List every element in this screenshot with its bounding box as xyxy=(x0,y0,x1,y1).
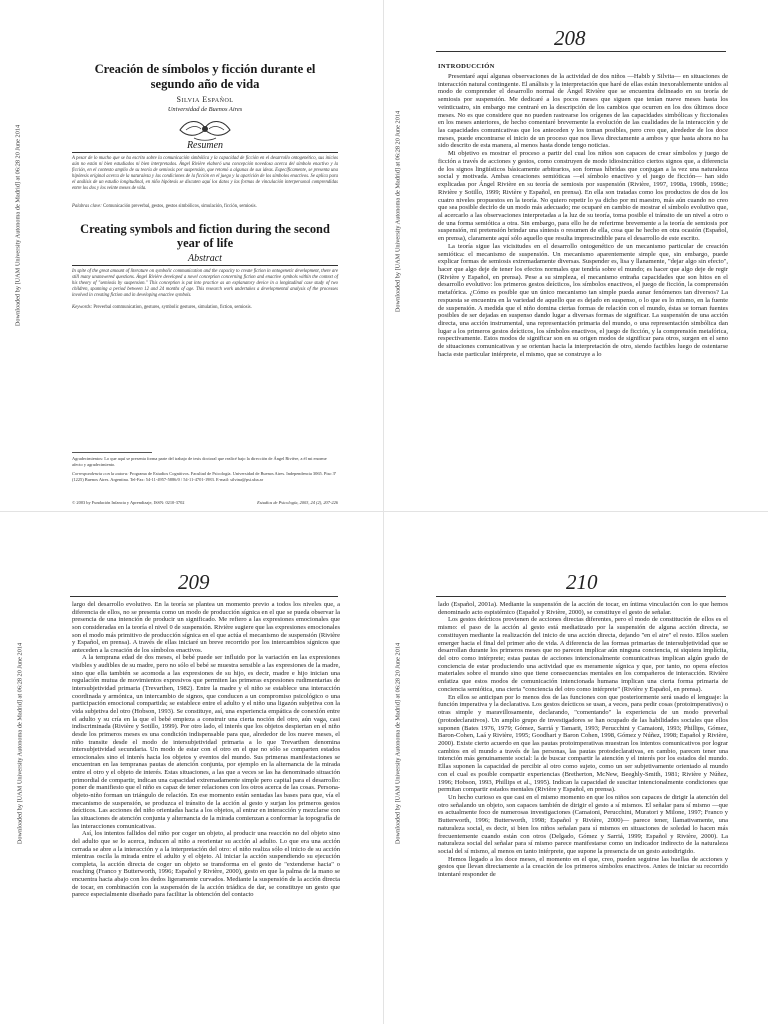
paragraph: lado (Español, 2001a). Mediante la suspensión de la acción de tocar, en íntima vinculación con lo que hemos denominado acto espistémico (Español y Rivière, 2000), se constituye el gesto de señalar. xyxy=(438,601,728,616)
download-sidebar-note: Downloaded by [UAM University Autonoma de Madrid] at 06:28 20 June 2014 xyxy=(394,642,402,845)
page-number-208: 208 xyxy=(554,26,586,50)
article-title-spanish: Creación de símbolos y ficción durante el segundo año de vida xyxy=(94,62,316,91)
header-rule xyxy=(436,51,726,52)
ornament-icon xyxy=(174,116,236,142)
page-208 xyxy=(0,0,384,512)
keywords xyxy=(72,305,338,311)
page-number-210: 210 xyxy=(566,570,598,594)
page-208-introduction xyxy=(384,0,768,512)
author-name: Silvia Español xyxy=(176,95,234,104)
introduction-body xyxy=(438,73,728,359)
paragraph: Presentaré aquí algunas observaciones de la actividad de dos niños —Habib y Silvita— en situaciones de interacción natural contingente. El análisis y la interpretación que haré de ellas están inexorablemente unidos al modo de comprender el desarrollo normal de Ángel Rivière que se encuentra delineado en su teoría de semiosis por suspensión. Me dedicaré a los pocos meses que siguen que tenían nueve meses hasta los veinticuatro, sin embargo me centraré en la descripción de los cambios que ocurren en los dos últimos doce meses. No es que considere que no pueden rastrearse los orígenes de las capacidades simbólicas y ficcionales en los meses anteriores, de hecho comentaré brevemente la evolución de las cualidades de la interacción y de las capacidades comunicativas que los anteceden y los toman posibles, pero creo que, alrededor de los doce meses, puede encontrarse el inicio de un proceso que nos lleva directamente a ambos y que hasta ahora no ha sido descrito de esta manera, al menos hasta donde tengo noticias. xyxy=(438,73,728,150)
resumen-heading: Resumen xyxy=(186,140,224,151)
footnote-correspondence xyxy=(72,471,338,482)
header-rule xyxy=(436,596,726,597)
paragraph: La teoría sigue las vicisitudes en el desarrollo ontogenético de un mecanismo particular de creación semiótica: el mecanismo de suspensión. Un mecanismo aparentemente simple que, sin embargo, puede explicar formas de semiosis extremadamente diversas. Suspender es, lisa y llanamente, "dejar algo sin efecto", hacer que algo deje de tener los efectos normales que tendría sobre el mundo; es hacer que algo deje de regir (Rivière y Español, en prensa). Pese a su simpleza, el mecanismo entraña capacidades que son hitos en el desarrollo evolutivo: los primeros gestos deícticos, los símbolos enactivos, el juego de ficción, la comprensión metafórica. ¿Cómo es posible que un único mecanismo tan simple pueda aunar fenómenos tan diversos? La respuesta se encuentra en la variedad de aquello que es dejado en suspenso, o lo que es lo mismo, en la fuente de suspensión. A medida que el niño domina ciertas formas de relación con el mundo, éstas se tornan fuentes posibles de ser dejadas en suspenso dando lugar a diversas formas de significar. La suspensión de una acción directa, una acción instrumental, una representación primaria del mundo, o una representación simbólica dan lugar a los primeros gestos deícticos, los símbolos enactivos, el juego de ficción, y la comprensión metafórica, respectivamente. Estos modos de significar son en su origen modos de significar para otros, surgen en el seno de situaciones comunicativas y se orientan hacia la interpretación de otro, siendo factibles luego de ostentarse hacia este particular intérprete, el mismo, que se construye a lo xyxy=(438,242,728,358)
author-affiliation: Universidad de Buenos Aires xyxy=(167,106,243,113)
footnote-rule xyxy=(72,452,152,453)
correspondence-text: Programa de Estudios Cognitivos. Facultad de Psicología. Universidad de Buenos Aires. Independencia 3065. Piso 3º (1225) Buenos Aires. Argentina. Tel-Fax: 54-11-4957-5886/0 / 54-11-4701-1983. E-mail: silvina@psi.uba.ar xyxy=(72,471,337,482)
download-sidebar-note: Downloaded by [UAM University Autonoma de Madrid] at 06:28 20 June 2014 xyxy=(16,642,24,845)
correspondence-label: Correspondencia con la autora: xyxy=(72,471,129,476)
paragraph: Un hecho curioso es que casi en el mismo momento en que los niños son capaces de dirigir la atención del otro señalando un objeto, son capaces también de dirigir el gesto a sí mismos. El señalar para sí mismo —que es actualmente foco de numerosas investigaciones (Camaioni, Perucchini, Muratori y Milone, 1997; Franco y Butterworth, 1996; Butterworth, 1998; Español y Rivière, 2000)— parece tener, llamativamente, una naturaleza social, es decir, si bien los niños señalan para sí mismos en situaciones de soledad lo hacen más frecuentemente cuando están con otros (Delgado, Gómez y Sarriá, 1999; Español y Rivière, 2000). La naturaleza social del señalar para sí mismo parece manifestarse como un indicador indirecto de la naturaleza social del sí mismo, al menos en tanto intérprete, que supone la presencia de un gesto autodirigido. xyxy=(438,793,728,855)
download-sidebar-note: Downloaded by [UAM University Autonoma de Madrid] at 06:28 20 June 2014 xyxy=(14,124,22,327)
paragraph: largo del desarrollo evolutivo. En la teoría se plantea un momento previo a todos los niveles que, a diferencia de ellos, no se presenta como un modo de producción sígnica en el que se pueda observar la presencia de una intención de producir un significado. Me refiero a las expresiones emocionales que son consideradas en la teoría el nivel 0 de suspensión. Rivière sugiere que las expresiones emocionales son el modo más primitivo de producción sígnica en el que actúa el mecanismo de suspensión (Rivière y Español, en prensa). A través de ellas iniciaré un breve recorrido por los intercambios sígnicos que anteceden a la creación de los símbolos enactivos. xyxy=(72,601,340,654)
copyright-line: © 2003 by Fundación Infancia y Aprendizaje, ISSN: 0210-3702 xyxy=(72,500,185,505)
journal-reference: Estudios de Psicología, 2003, 24 (2), 207-226 xyxy=(257,500,338,505)
palabras-clave-text: Comunicación preverbal, gestos, gestos simbólicos, simulación, ficción, semiosis. xyxy=(102,204,257,209)
page-210 xyxy=(384,512,768,1024)
page-209-body xyxy=(72,601,340,899)
page-210-body xyxy=(438,601,728,879)
abstract-text: In spite of the great amount of literature on symbolic communication and the capacity to create fiction in ontogenetic development, there are still many unanswered questions. Ángel Rivière developed a novel conception concerning fiction and enactive symbols within the context of his theory of "semiosis by suspension." This conception is put into practice as an explanatory device in a longitudinal case study of two children, spanning a period between 12 and 24 months of age. This research work undertakes a developmental analysis of the processes involved in creating fiction and in developing enactive symbols. xyxy=(72,269,338,298)
keywords-text: Preverbal communication, gestures, symbolic gestures, simulation, fiction, semiosis. xyxy=(93,305,252,310)
paragraph: A la temprana edad de dos meses, el bebé puede ser influido por la variación en las expresiones visibles y audibles de su madre, pero no sólo el bebé se muestra sensible a las expresiones de la madre, sino que ella también se acomoda a las expresiones de su hijo, es decir, madre e hijo inician una regulación mutua de movimientos expresivos que permiten las primeras expresiones rudimentarias de intersubjetividad primaria (Trevarthen, 1982). Entre la madre y el niño se establece una interacción coordinada y armónica, un intercambio de signos, que conducen a un compromiso psicológico o una participación emocional compartida; se establece entre el adulto y el niño una ligazón subjetiva con la vida subjetiva del otro (Hobson, 1993). Se constituye, así, una experiencia empática de conexión entre el adulto y su cría en la que el bebé empieza a construir una cierta noción del otro, aún vaga, casi indiscriminada (Rivière y Sotillo, 1999). Por otro lado, el interés que los objetos despiertan en el niño desde los primeros meses es una condición indispensable para que, alrededor de los nueve meses, el niño transite desde el modo de intersubjetividad primaria a lo que Trevarthen denomina intersubjetividad secundaria. Un modo de estar con el otro en el que no sólo se comparten estados emocionales sino el interés hacia los objetos y eventos del mundo. Sus primeras manifestaciones se encuentran en las tempranas pautas de atención conjunta, por ejemplo en la alternancia de la mirada entre el otro y el objeto de interés. Estas situaciones, a las que a veces se las ha denominado situación primordial de compartir, indican una capacidad extremadamente simple pero capital para el desarrollo: poner de manifiesto que el niño es capaz de tener relaciones con los otros acerca de las cosas. Persona-objeto-niño forman un triángulo de relación. En ese momento están sentadas las bases para que, vía el mecanismo de suspensión, se produzca el tránsito de la acción al gesto y surjan los primeros gestos deícticos. Las acciones del niño orientadas hacia a los objetos, al entrar en interacción y mezclarse con las situaciones de atención conjunta y alternancia de la mirada comienzan a conformar la topografía de las interacciones comunicativas. xyxy=(72,654,340,830)
footnote-acknowledgements: Agradecimientos: Lo que aquí se presenta forma parte del trabajo de tesis doctoral que realicé bajo la dirección de Ángel Rivière, a él mi enorme afecto y agradecimiento. xyxy=(72,456,327,467)
palabras-clave xyxy=(72,204,338,210)
abstract-rule xyxy=(72,152,338,153)
abstract-rule-en xyxy=(72,265,338,266)
paragraph: En ellos se anticipan por lo menos dos de las funciones con que posteriormente será usado el lenguaje: la función imperativa y la declarativa. Los gestos deícticos se usan, a veces, para pedir cosas (protoimperativos) o otras simple y maravillosamente, declarando, "comentando" la experiencia de un modo preverbal (protodeclarativos). Un amplio grupo de investigadores se han ocupado de las habilidades sociales que ellos suponen (Bates 1976, 1979; Gómez, Sarriá y Tamarit, 1993; Perucchini y Camaioni, 1993; Phillips, Gómez, Baron-Cohen, Laá y Rivière, 1995; Goodhart y Baron Cohen, 1998, Gómez y Núñez, 1998; Español y Rivière, 2000). Existe cierto acuerdo en que las pautas protoimperativas muestran los intentos comunicativos por lograr cambios en el mundo a través de las personas, las pautas protodeclarativas, en cambio, parecen tener una intención más genuinamente social: la de buscar compartir la atención y el interés por los estados del mundo. Ellas suponen la capacidad de percibir al otro como sujeto, como un ser subjetivamente orientado al mundo con el cual es posible compartir experiencias (Bretherton, McNew, Beeghly-Smith, 1981; Rivière y Núñez, 1996; Hobson, 1993, Phillips et al., 1995). Indican la capacidad de suscitar intencionalmente condiciones que permitan compartir estados mentales (Rivière y Español, en prensa). xyxy=(438,693,728,794)
page-209 xyxy=(0,512,384,1024)
section-title-introduccion: INTRODUCCIÓN xyxy=(438,63,495,70)
paragraph: Hemos llegado a los doce meses, el momento en el que, creo, pueden seguirse las huellas de acciones y gestos que llevan directamente a la creación de los primeros símbolos enactivos. Antes de iniciar su recorrido intentaré responder de xyxy=(438,855,728,879)
header-rule xyxy=(70,596,338,597)
page-number-209: 209 xyxy=(178,570,210,594)
resumen-text: A pesar de lo mucho que se ha escrito sobre la comunicación simbólica y la capacidad de ficción en el desarrollo ontogenético, sus inicios aún no están ni bien estudiados ni bien interpretados. Ángel Rivière elaboró una concepción novedosa acerca del símbolo enactivo y la ficción, en el contexto amplio de su teoría de semiosis por suspensión, que retomó a algunas de sus ideas. Específicamente, se presenta una hipótesis original acerca de la naturaleza y las condiciones de la ficción en el juego y la aparición de los símbolos enactivos. Se aplica para el análisis de un estudio longitudinal, en niño hipótesis se discuten aquí los datos y las formas de vinculación interpersonal comprendidas entre los dos y los veinte meses de vida. xyxy=(72,156,338,191)
paragraph: Los gestos deícticos provienen de acciones directas diferentes, pero el modo de constitución de ellos es el mismo: el paso de la acción al gesto está mediatizado por la suspensión de alguna acción directa, se constituyen mediante la realización del inicio de una acción directa, dejando "en el aire" el resto. Ellos suelen emerger hacia el final del primer año de vida. A diferencia de las formas primarias de intersubjetividad que se desarrollan durante los primeros meses que no parecen implicar aún ninguna conciencia, ni siquiera implícita, del otro como intérprete; estas pautas de acciones intencionalmente comunicativas implican algún grado de conciencia de estar produciendo una actividad que es meramente sígnica y que, por tanto, no opera efectos materiales sobre el mundo sino que tiene consecuencias mentales en los compañeros de interacción. Rivière enfatiza que estos modos de comunicación intencionada humana implican una cierta forma primaria de conciencia semiótica, una cierta "conciencia del otro como intérprete" (Rivière y Español, en prensa). xyxy=(438,616,728,693)
keywords-label: Keywords: xyxy=(72,305,93,310)
article-title-english: Creating symbols and fiction during the second year of life xyxy=(80,222,330,250)
paragraph: Mi objetivo es mostrar el proceso a partir del cual los niños son capaces de crear símbolos y juego de ficción a través de acciones y gestos, como construyen de modo idiosincrático ciertos signos que, a diferencia de los signos lingüísticos básicamente arbitrarios, son formas híbridas que conjugan a la vez una naturaleza social y motivada. Ambas creaciones semióticas —el símbolo enactivo y el juego de ficción— han sido explicadas por Ángel Rivière en su teoría de semiosis por suspensión (Rivière, 1997, 1998a, 1998b, 1998c; Rivière y Sotillo, 1999; Rivière y Español, en prensa). En ella son tratadas como los productos de dos de los cuatro niveles propuestos en la teoría. No quiero repetir lo ya dicho por mi maestro, más aún cuando no creo que sea posible decirlo de un modo más adecuado; me ocuparé en cambio de mostrar el símbolo evolutivo que, al acercarlo a las observaciones interpretadas a la luz de su teoría, toma posible el tránsito de un nivel a otro o de una forma semiótica a otra. Sin embargo, para ello he de referirme brevemente a la teoría de semiosis por suspensión, mi pretensión brindar una síntesis o resumen de ella, cosa que he hecho en otra ocasión (Español, en prensa), claramente aquí sólo aquello que resulta imprescindible para el desarrollo de este escrito. xyxy=(438,150,728,243)
abstract-heading: Abstract xyxy=(188,253,222,264)
palabras-clave-label: Palabras clave: xyxy=(72,204,102,209)
paragraph: Así, los intentos fallidos del niño por coger un objeto, al producir una reacción no del objeto sino del adulto que se lo acerca, inducen al niño a reorientar su acción al adulto. Lo que era una acción cerrada se abre a la interacción y a la interpretación del otro: el niño realiza sólo el inicio de su acción mientras oscila la mirada entre el adulto y el objeto. Al iniciar la acción suspendiendo su ejecución completa, la acción directa de coger un objeto se transforma en el gesto de "extenderse hacia" o reaching (Franco y Butterworth, 1996; Español y Rivière, 2000), gesto en que la palma de la mano se encuentra hacia abajo con los dedos ligeramente curvados. Mediante la suspensión de la acción directa de tocar, en combinación con la suspensión de la acción triádica de dar, se constituye un gesto que parece especialmente diseñado para facilitar la obtención del contacto xyxy=(72,830,340,899)
download-sidebar-note: Downloaded by [UAM University Autonoma de Madrid] at 06:28 20 June 2014 xyxy=(394,110,402,313)
